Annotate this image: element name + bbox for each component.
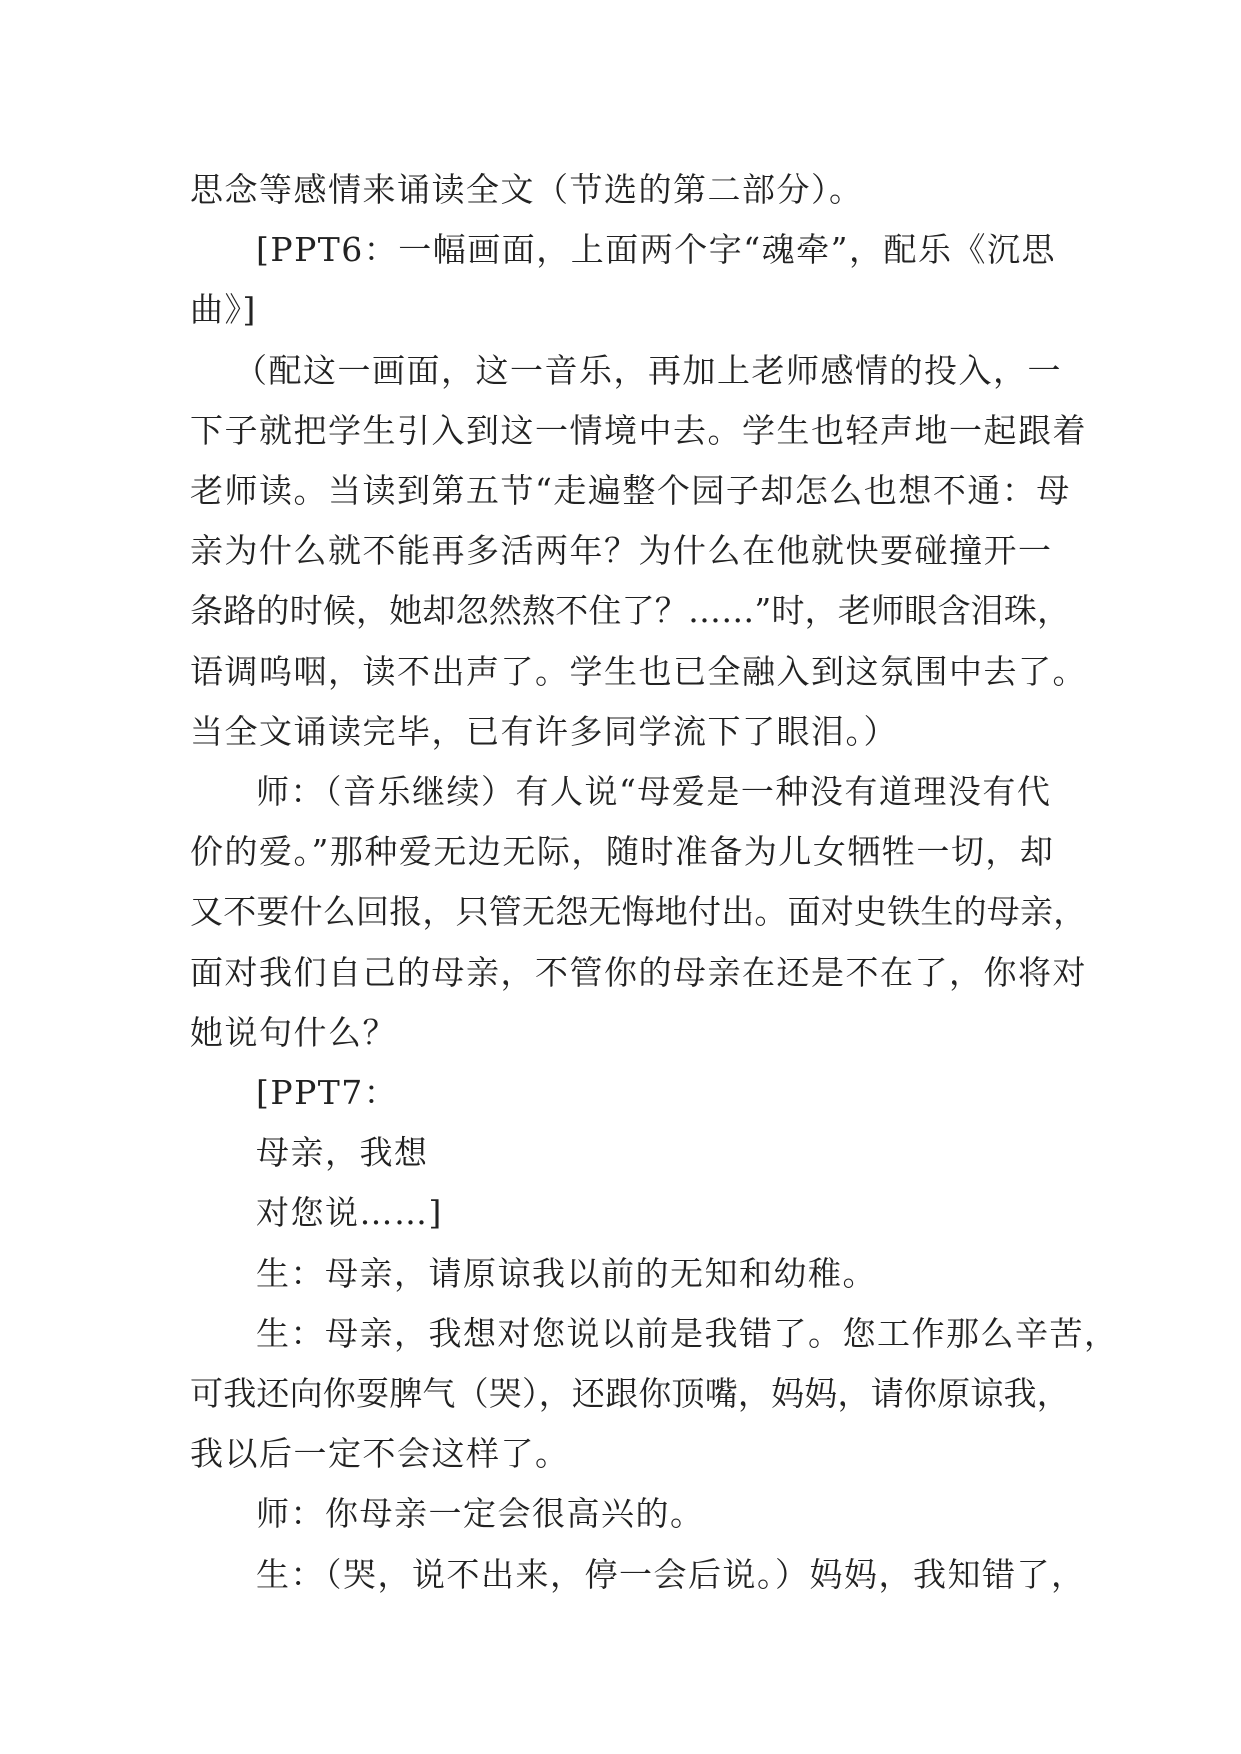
- text-line: 母亲，我想: [256, 1133, 429, 1173]
- text-line: 生：母亲，请原谅我以前的无知和幼稚。: [256, 1253, 877, 1293]
- text-line: [PPT7：: [256, 1073, 399, 1113]
- text-line: 亲为什么就不能再多活两年？为什么在他就快要碰撞开一: [190, 531, 1053, 571]
- text-line: 下子就把学生引入到这一情境中去。学生也轻声地一起跟着: [190, 410, 1087, 450]
- text-line: 可我还向你耍脾气（哭），还跟你顶嘴，妈妈，请你原谅我，: [190, 1374, 1070, 1414]
- text-line: 对您说……]: [256, 1193, 443, 1233]
- text-line: [PPT6：一幅画面，上面两个字“魂牵”，配乐《沉思: [256, 230, 1057, 270]
- text-line: 语调呜咽，读不出声了。学生也已全融入到这氛围中去了。: [190, 651, 1087, 691]
- text-line: 生：母亲，我想对您说以前是我错了。您工作那么辛苦，: [256, 1313, 1119, 1353]
- body-text: [190, 160, 1119, 1605]
- text-line: 老师读。当读到第五节“走遍整个园子却怎么也想不通：母: [190, 471, 1071, 511]
- text-line: 师：（音乐继续）有人说“母爱是一种没有道理没有代: [256, 772, 1052, 812]
- text-line: 她说句什么？: [190, 1012, 397, 1052]
- text-line: 思念等感情来诵读全文（节选的第二部分）。: [190, 170, 864, 209]
- text-line: 当全文诵读完毕，已有许多同学流下了眼泪。）: [190, 711, 898, 751]
- text-line: 曲》]: [190, 290, 257, 330]
- text-line: 我以后一定不会这样了。: [190, 1434, 570, 1474]
- text-line: 师：你母亲一定会很高兴的。: [256, 1494, 705, 1534]
- text-line: 条路的时候，她却忽然熬不住了？……”时，老师眼含泪珠，: [190, 591, 1071, 631]
- text-line: 又不要什么回报，只管无怨无悔地付出。面对史铁生的母亲，: [190, 892, 1087, 932]
- text-line: 面对我们自己的母亲，不管你的母亲在还是不在了，你将对: [190, 952, 1087, 992]
- text-line: 生：（哭，说不出来，停一会后说。）妈妈，我知错了，: [256, 1554, 1086, 1594]
- text-line: 价的爱。”那种爱无边无际，随时准备为儿女牺牲一切，却: [190, 832, 1055, 872]
- text-line: （配这一画面，这一音乐，再加上老师感情的投入，一: [234, 350, 1062, 390]
